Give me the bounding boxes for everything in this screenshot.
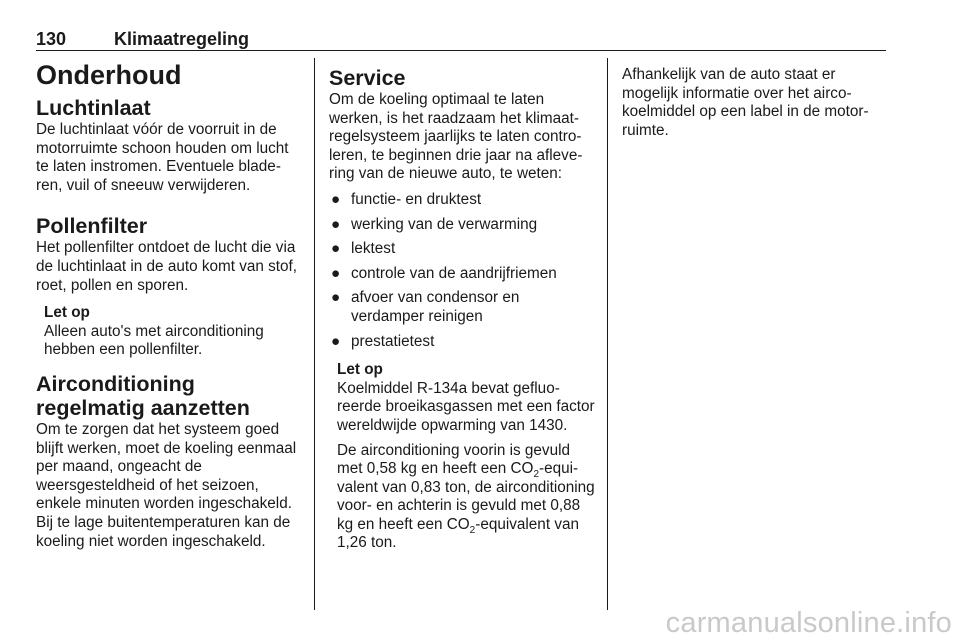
column-left: [36, 60, 302, 551]
bullet-icon: ●: [331, 215, 341, 233]
paragraph-co2-equivalent: De airconditioning voorin is gevuld met 0,58 kg en heeft een $CO_2$-equivalent van 0,83 ton, de airconditioning voor- en achterin is gevuld met 0,88 kg en heeft een $CO_2$-equivalent van 1,26 ton.: [337, 441, 595, 552]
section-heading-onderhoud: Onderhoud: [36, 60, 182, 90]
column-divider: [607, 58, 608, 610]
paragraph-service-intro: Om de koeling optimaal te laten werken, is het raadzaam het klimaatregelsysteem jaarlijks te laten controleren, te beginnen drie jaar na aflevering van de nieuwe auto, te weten:: [329, 91, 583, 183]
bullet-icon: ●: [331, 289, 341, 307]
service-checklist: [329, 191, 595, 351]
note-title: Let op: [337, 361, 383, 379]
page-header: [36, 28, 886, 51]
note-title: Let op: [44, 304, 90, 322]
bullet-icon: ●: [331, 332, 341, 350]
list-item: ● lektest: [331, 240, 396, 258]
paragraph-label-info: Afhankelijk van de auto staat er mogelijk informatie over het aircokoelmiddel op een label in de motorruimte.: [622, 66, 869, 139]
list-item: ● werking van de verwarming: [331, 215, 538, 233]
note-koelmiddel: [337, 361, 595, 553]
chapter-title: Klimaatregeling: [114, 29, 250, 49]
column-middle: [329, 66, 595, 553]
paragraph-airconditioning: Om te zorgen dat het systeem goed blijft werken, moet de koeling eenmaal per maand, ongeacht de weersgesteldheid of het seizoen, enkele minuten worden ingeschakeld. Bij te lage buitentemperaturen kan de koeling niet worden ingeschakeld.: [36, 420, 297, 550]
heading-pollenfilter: Pollenfilter: [36, 214, 148, 239]
paragraph-pollenfilter: Het pollenfilter ontdoet de lucht die via de luchtinlaat in de auto komt van stof, roet, pollen en sporen.: [36, 239, 298, 294]
heading-service: Service: [329, 66, 406, 90]
note-body: Alleen auto's met airconditioning hebben een pollenfilter.: [44, 322, 264, 359]
list-item: ● controle van de aandrijfriemen: [331, 264, 557, 282]
bullet-icon: ●: [331, 264, 341, 282]
heading-airconditioning: Airconditioning regelmatig aanzetten: [36, 371, 250, 420]
note-body: Koelmiddel R-134a bevat gefluoreerde broeikasgassen met een factor wereldwijde opwarming van 1430.: [337, 379, 595, 434]
list-item: ● functie- en druktest: [331, 190, 482, 208]
note-pollenfilter: [44, 304, 302, 360]
watermark: carmanualsonline.info: [665, 607, 952, 639]
list-item: ● afvoer van condensor en verdamper reinigen: [331, 289, 520, 325]
column-divider: [314, 58, 315, 610]
paragraph-luchtinlaat: De luchtinlaat vóór de voorruit in de motorruimte schoon houden om lucht te laten instromen. Eventuele bladeren, vuil of sneeuw verwijderen.: [36, 121, 289, 194]
heading-luchtinlaat: Luchtinlaat: [36, 96, 151, 120]
bullet-icon: ●: [331, 240, 341, 258]
list-item: ● prestatietest: [331, 332, 435, 350]
column-right: [622, 66, 888, 140]
bullet-icon: ●: [331, 190, 341, 208]
page-number: 130: [36, 29, 67, 49]
